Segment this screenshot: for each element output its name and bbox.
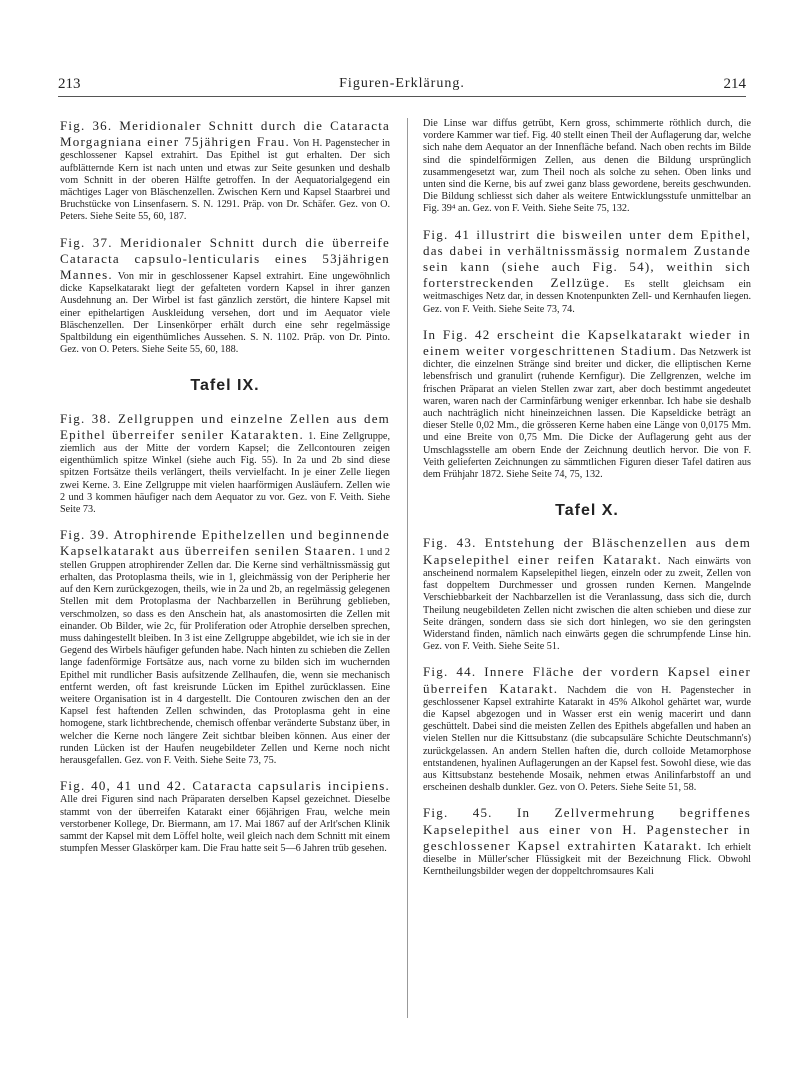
fig38-title: Fig. 38. Zellgruppen und einzelne Zellen aus dem Epithel überreifer seniler Katarakten.: [60, 410, 390, 442]
fig37-entry: [60, 235, 390, 357]
column-separator: [407, 118, 408, 1018]
fig37-body: Von mir in geschlossener Kapsel extrahirt. Eine ungewöhnlich dicke Kapselkatarakt liegt der gefalteten vordern Kapsel in ihrer ganzen Ausdehnung an. Der Wirbel ist fast gänzlich zerstört, die hintere Kapsel mit einer epithelartigen Auskleidung versehen, dort und im Aequator viele Bläschenzellen. Der Linsenkörper erhält durch eine sehr regelmässige Spaltbildung ein eigenthümliches Aussehen. S. N. 1102. Präp. von Dr. Pinto. Gez. von O. Peters. Siehe Seite 55, 60, 188.: [60, 271, 390, 356]
fig45-entry: [423, 805, 751, 878]
plate-heading-x: Tafel X.: [555, 502, 619, 520]
fig43-entry: [423, 535, 751, 653]
fig41-entry: [423, 227, 751, 316]
page-number-left: 213: [58, 76, 81, 92]
fig38-body: 1. Eine Zellgruppe, ziemlich aus der Mitte der vordern Kapsel; die Zellcontouren zeigen eigenthümlich spitze Winkel (siehe auch Fig. 55). In 2a und 2b sind diese spitzen Fortsätze theils verlängert, theils vervielfacht. In je einer Zelle liegen zwei Kerne. 3. Eine Zellgruppe mit vielen haarförmigen Ausläufern. Zellen wie 2 und 3 kommen häufiger nach dem Aequator zu vor. Gez. von F. Veith. Siehe Seite 73.: [60, 430, 390, 516]
running-title: Figuren-Erklärung.: [339, 76, 465, 91]
plate-heading-ix: Tafel IX.: [190, 377, 260, 395]
fig44-entry: [423, 664, 751, 794]
fig39-body: 1 und 2 stellen Gruppen atrophirender Zellen dar. Die Kerne sind verhältnissmässig gut erhalten, das Protoplasma theils, wie in 1, gleichmässig von der Peripherie her auf den Kern zurückgezogen, theils, wie in 2a und 2b, an regelmässig gelegenen Stellen mit dem Protoplasma der Nachbarzellen in Berührung geblieben, verschmolzen, so dass es den Anschein hat, als anastomosirten die Zellen mit einander. Ob Bilder, wie 2c, für Proliferation oder Atrophie derselben sprechen, muss dahingestellt bleiben. In 3 ist eine Zellgruppe abgebildet, wie ich sie in der Gegend des Wirbels häufiger gefunden habe. Nach hinten zu schieben die Zellen lange fadenförmige Fortsätze aus, nach vorne zu bilden sich im wuchernden Epithel mit rundlicher Basis aufsitzende Zellhaufen, die, wenn sie mechanisch entfernt werden, oft fast kreisrunde Lücken im Epithel zurücklassen. Eine weitere Organisation ist in 4 dargestellt. Die Contouren zwischen den an der Kapsel fest haftenden Zellen schwinden, das Protoplasma geht in eine homogene, stark lichtbrechende, chemisch offenbar veränderte Substanz über, in welcher die Kerne noch längere Zeit sichtbar bleiben können. Aus einer der runden Lücken ist der Haufen neugebildeter Zellen und Kerne noch nicht herausgefallen. Gez. von F. Veith. Siehe Seite 73, 75.: [60, 547, 390, 766]
fig38-entry: [60, 411, 390, 517]
fig39-title: Fig. 39. Atrophirende Epithelzellen und beginnende Kapselkatarakt aus überreifen senilen Staaren.: [60, 527, 390, 559]
right-column: [423, 118, 751, 889]
fig39-entry: [60, 527, 390, 767]
fig40-title: Fig. 40, 41 und 42. Cataracta capsularis incipiens.: [60, 778, 390, 794]
fig42-body: Das Netzwerk ist dichter, die einzelnen Stränge sind breiter und dicker, die elliptischen Kerne lebensfrisch und granulirt (ruhende Kernfigur). Die Zellgrenzen, welche im frischen Präparat an vielen Stellen zwar zart, aber doch bestimmt angedeutet waren, waren nach der Carminfärbung weniger erkennbar. Ich habe sie deshalb auch nachträglich nicht hineinzeichnen lassen. Die Kapseldicke beträgt an dieser Stelle 0,02 Mm., die grösseren Kerne haben eine Länge von 0,0175 Mm. und eine Breite von 0,75 Mm. Die Dicke der Auflagerung geht aus der Umschlagsstelle am obern Ende der Zeichnung deutlich hervor. Die von F. Veith gelieferten Zeichnungen zu sämmtlichen Figuren dieser Tafel datiren aus dem Frühjahr 1872. Siehe Seite 74, 75, 132.: [423, 347, 751, 481]
fig42-title: In Fig. 42 erscheint die Kapselkatarakt wieder in einem weiter vorgeschrittenen Stadium.: [423, 326, 751, 359]
fig37-title: Fig. 37. Meridionaler Schnitt durch die überreife Cataracta capsulo-lenticularis eines 53jährigen Mannes.: [60, 234, 390, 283]
fig45-body: Ich erhielt dieselbe in Müller'scher Flüssigkeit mit der Bezeichnung Flick. Obwohl Kerntheilungsbilder wegen der doppeltchromsaures Kali: [423, 841, 752, 878]
fig43-body: Nach einwärts von anscheinend normalem Kapselepithel liegen, einzeln oder zu zweit, Zellen von fast doppeltem Durchmesser und grossen runden Kernen. Mangelnde Verschiebbarkeit der Nachbarzellen ist die Veranlassung, dass sich die, durch Theilung neugebildeten Zellen nicht zwischen die alten schieben und diese zur Seite drängen, sondern dass sie sich dort hinlegen, wo sie den geringsten Widerstand finden, nämlich nach einwärts gegen die schrumpfende Linse hin. Gez. von F. Veith. Siehe Seite 51.: [423, 555, 751, 653]
fig43-title: Fig. 43. Entstehung der Bläschenzellen aus dem Kapselepithel einer reifen Katarakt.: [423, 535, 751, 567]
fig44-title: Fig. 44. Innere Fläche der vordern Kapsel einer überreifen Katarakt.: [423, 664, 751, 696]
fig36-entry: [60, 118, 390, 224]
fig45-title: Fig. 45. In Zellvermehrung begriffenes Kapselepithel aus einer von H. Pagenstecher in geschlossener Kapsel extrahirten Katarakt.: [423, 805, 751, 853]
fig40-continuation: Die Linse war diffus getrübt, Kern gross, schimmerte röthlich durch, die vordere Kammer war tief. Fig. 40 stellt einen Theil der Auflagerung dar, welche sich nahe dem Aequator an der Innenfläche befand. Nach oben rechts im Bilde sind die spindelförmigen Zellen, aus denen die Bildung ursprünglich zusammengesetzt war, zum Theil noch als solche zu sehen. Oben links und unten sind die Kerne, bis auf zwei ganz blass gewordene, bereits geschwunden. Die Bildung schliesst sich daher als weitere Entwicklungsstufe unmittelbar an Fig. 39⁴ an. Gez. von F. Veith. Siehe Seite 75, 132.: [423, 118, 751, 215]
left-column: [60, 118, 390, 866]
fig40-entry: [60, 778, 390, 855]
page-number-right: 214: [723, 76, 746, 92]
header-rule: [58, 96, 746, 97]
fig40-body: Alle drei Figuren sind nach Präparaten derselben Kapsel gezeichnet. Dieselbe stammt von der überreifen Katarakt einer 66jährigen Frau, welche mein verstorbener Kollege, Dr. Biermann, am 17. Mai 1867 auf der Arlt'schen Klinik sammt der Kapsel mit dem Löffel holte, weil gleich nach dem Schnitt mit einem stumpfen Messer Glaskörper kam. Die Frau hatte seit 5—6 Jahren trüb gesehen.: [60, 794, 390, 855]
fig44-body: Nachdem die von H. Pagenstecher in geschlossener Kapsel extrahirte Katarakt in 45% Alkohol gehärtet war, wurde die Kapsel abgezogen und in Wasser erst ein wenig macerirt und dann geschüttelt. Dabei sind die meisten Zellen des Epithels abgefallen und haben an vielen Stellen nur die Kittsubstanz (die subcapsuläre Schichte Deutschmann's) zurückgelassen. An andern Stellen haften die, durch colloide Metamorphose entstandenen, hyalinen Auflagerungen an der Kapsel fest. Sowohl diese, wie das aus Kittsubstanz bestehende Mosaik, nehmen etwas Anilinfarbstoff an und erscheinen deshalb dunkler. Gez. von O. Peters. Siehe Seite 51, 58.: [423, 684, 751, 794]
fig41-title: Fig. 41 illustrirt die bisweilen unter dem Epithel, das dabei in verhältnissmässig normalem Zustande sein kann (siehe auch Fig. 54), weithin sich forterstreckenden Zellzüge.: [423, 226, 751, 291]
page-header: [58, 76, 746, 98]
fig42-entry: [423, 327, 751, 481]
fig36-title: Fig. 36. Meridionaler Schnitt durch die Cataracta Morgagniana einer 75jährigen Frau.: [60, 118, 390, 150]
fig36-body: Von H. Pagenstecher in geschlossener Kapsel extrahirt. Das Epithel ist gut erhalten. Der sich aufblätternde Kern ist nach unten und etwas zur Seite gesunken und deshalb vom Schnitt in der oberen Hälfte getroffen. In der Aequatorialgegend ein mächtiges Lager von Bläschenzellen. Zwischen Kern und Kapsel Staarbrei und Bruchstücke von Linsenfasern. S. N. 1291. Präp. von Dr. Schäfer. Gez. von O. Peters. Siehe Seite 55, 60, 187.: [60, 138, 390, 223]
fig41-body: Es stellt gleichsam ein weitmaschiges Netz dar, in dessen Knotenpunkten Zell- und Kernhaufen liegen. Gez. von F. Veith. Siehe Seite 73, 74.: [423, 279, 751, 315]
